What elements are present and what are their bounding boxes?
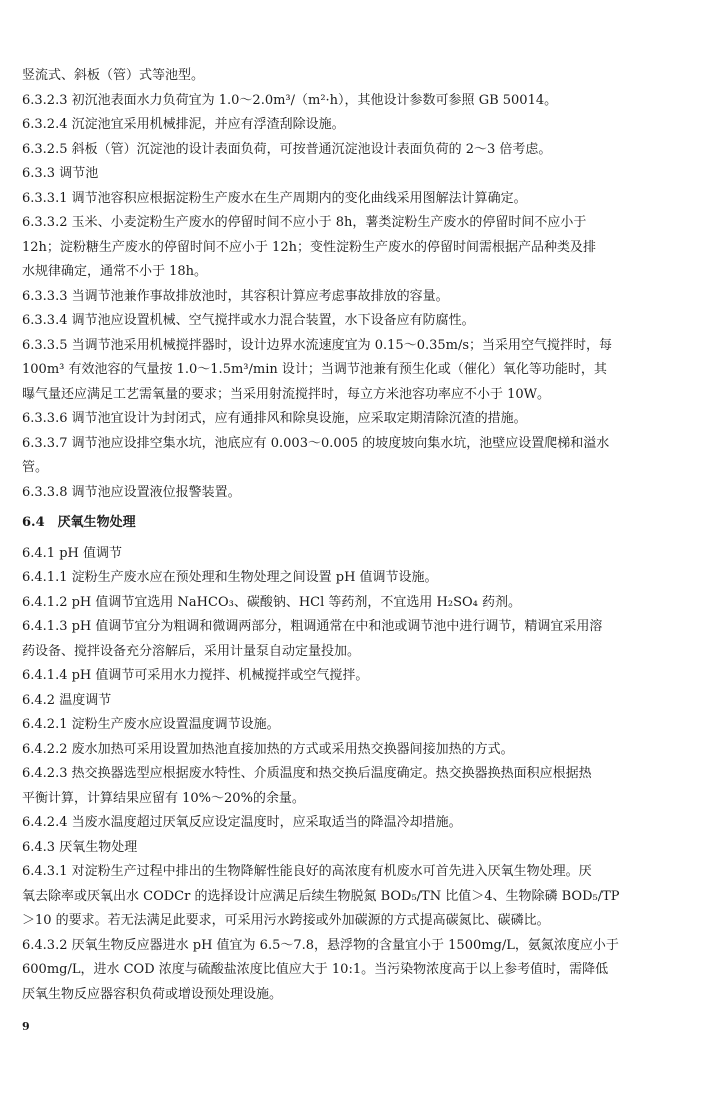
text-line: 6.3.3.4 调节池应设置机械、空气搅拌或水力混合装置，水下设备应有防腐性。 bbox=[22, 313, 475, 328]
text-line: 6.4.2.3 热交换器选型应根据废水特性、介质温度和热交换后温度确定。热交换器换热面积应根据热 bbox=[22, 766, 592, 781]
body-text bbox=[22, 64, 660, 1007]
text-line: ＞10 的要求。若无法满足此要求，可采用污水跨接或外加碳源的方式提高碳氮比、碳磷比。 bbox=[22, 913, 550, 928]
text-line: 6.4.2.2 废水加热可采用设置加热池直接加热的方式或采用热交换器间接加热的方式。 bbox=[22, 741, 514, 757]
text-line: 6.4.3.2 厌氧生物反应器进水 pH 值宜为 6.5～7.8，悬浮物的含量宜小于 1500mg/L，氨氮浓度应小于 bbox=[22, 937, 619, 953]
text-line: 厌氧生物反应器容积负荷或增设预处理设施。 bbox=[22, 986, 283, 1002]
text-line: 6.3.3.2 玉米、小麦淀粉生产废水的停留时间不应小于 8h，薯类淀粉生产废水的停留时间不应小于 bbox=[22, 215, 587, 230]
text-line: 6.4.1.4 pH 值调节可采用水力搅拌、机械搅拌或空气搅拌。 bbox=[22, 668, 369, 683]
page-number: 9 bbox=[22, 1020, 30, 1033]
text-line: 6.3.2.5 斜板（管）沉淀池的设计表面负荷，可按普通沉淀池设计表面负荷的 2～3 倍考虑。 bbox=[22, 141, 552, 157]
text-line: 曝气量还应满足工艺需氧量的要求；当采用射流搅拌时，每立方米池容功率应不小于 10W。 bbox=[22, 386, 551, 402]
text-line: 6.3.3.6 调节池宜设计为封闭式，应有通排风和除臭设施，应采取定期清除沉渣的措施。 bbox=[22, 411, 527, 426]
text-line: 氧去除率或厌氧出水 CODCr 的选择设计应满足后续生物脱氮 BOD₅/TN 比值＞4、生物除磷 BOD₅/TP bbox=[22, 888, 620, 904]
text-line: 6.4.1.3 pH 值调节宜分为粗调和微调两部分，粗调通常在中和池或调节池中进行调节，精调宜采用溶 bbox=[22, 619, 603, 634]
text-line: 600mg/L，进水 COD 浓度与硫酸盐浓度比值应大于 10:1。当污染物浓度高于以上参考值时，需降低 bbox=[22, 962, 609, 977]
text-line: 6.3.3.1 调节池容积应根据淀粉生产废水在生产周期内的变化曲线采用图解法计算确定。 bbox=[22, 190, 527, 206]
text-line: 6.3.3.3 当调节池兼作事故排放池时，其容积计算应考虑事故排放的容量。 bbox=[22, 288, 449, 304]
text-line: 6.4.1.1 淀粉生产废水应在预处理和生物处理之间设置 pH 值调节设施。 bbox=[22, 570, 438, 585]
text-line: 6.3.3 调节池 bbox=[22, 166, 99, 181]
text-line: 6.4.3 厌氧生物处理 bbox=[22, 839, 138, 855]
text-line: 6.3.2.4 沉淀池宜采用机械排泥，并应有浮渣刮除设施。 bbox=[22, 117, 345, 132]
text-line: 100m³ 有效池容的气量按 1.0～1.5m³/min 设计；当调节池兼有预生化或（催化）氧化等功能时，其 bbox=[22, 362, 607, 377]
text-line: 水规律确定，通常不小于 18h。 bbox=[22, 264, 208, 279]
text-line: 12h；淀粉糖生产废水的停留时间不应小于 12h；变性淀粉生产废水的停留时间需根据产品种类及排 bbox=[22, 239, 596, 255]
text-line: 6.3.3.8 调节池应设置液位报警装置。 bbox=[22, 484, 241, 500]
text-line: 6.4.1 pH 值调节 bbox=[22, 545, 123, 561]
text-line: 管。 bbox=[22, 460, 49, 475]
text-line: 平衡计算，计算结果应留有 10%～20%的余量。 bbox=[22, 790, 305, 806]
text-line: 6.3.3.5 当调节池采用机械搅拌器时，设计边界水流速度宜为 0.15～0.35m/s；当采用空气搅拌时，每 bbox=[22, 337, 613, 353]
text-line: 6.3.2.3 初沉池表面水力负荷宜为 1.0～2.0m³/（m²·h），其他设计参数可参照 GB 50014。 bbox=[22, 92, 558, 108]
text-line: 竖流式、斜板（管）式等池型。 bbox=[22, 68, 205, 83]
section-heading: 6.4 厌氧生物处理 bbox=[22, 515, 136, 530]
text-line: 药设备、搅拌设备充分溶解后，采用计量泵自动定量投加。 bbox=[22, 643, 361, 659]
text-line: 6.4.2.4 当废水温度超过厌氧反应设定温度时，应采取适当的降温冷却措施。 bbox=[22, 815, 462, 830]
text-line: 6.3.3.7 调节池应设排空集水坑，池底应有 0.003～0.005 的坡度坡向集水坑，池壁应设置爬梯和溢水 bbox=[22, 435, 610, 451]
text-line: 6.4.2.1 淀粉生产废水应设置温度调节设施。 bbox=[22, 717, 280, 732]
text-line: 6.4.3.1 对淀粉生产过程中排出的生物降解性能良好的高浓度有机废水可首先进入厌氧生物处理。厌 bbox=[22, 864, 592, 879]
text-line: 6.4.1.2 pH 值调节宜选用 NaHCO₃、碳酸钠、HCl 等药剂，不宜选用 H₂SO₄ 药剂。 bbox=[22, 594, 521, 610]
text-line: 6.4.2 温度调节 bbox=[22, 692, 112, 708]
